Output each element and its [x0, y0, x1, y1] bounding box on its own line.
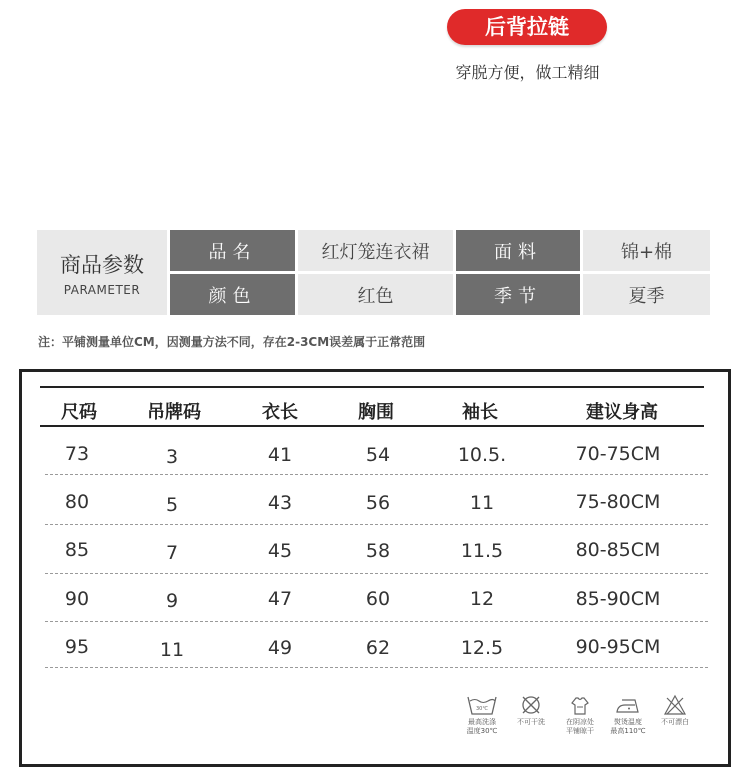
table-cell: 70-75CM: [575, 443, 661, 465]
row-divider: [45, 524, 708, 525]
table-cell: 90: [64, 588, 90, 610]
table-cell: 56: [365, 492, 391, 514]
hang-dry-shade-icon: [568, 694, 592, 716]
table-cell: 73: [64, 443, 90, 465]
table-cell: 7: [165, 542, 179, 564]
table-cell: 9: [165, 590, 179, 612]
table-cell: 47: [267, 588, 293, 610]
table-cell: 75-80CM: [575, 491, 661, 513]
table-cell: 85: [64, 539, 90, 561]
row-divider: [45, 474, 708, 475]
wash-30-icon: [466, 694, 498, 716]
table-cell: 10.5.: [457, 444, 507, 466]
feature-badge: 后背拉链: [447, 9, 607, 45]
table-cell: 11: [159, 639, 185, 661]
row-divider: [45, 667, 708, 668]
param-value-color: 红色: [298, 274, 453, 315]
col-header-chest: 胸围: [358, 402, 394, 423]
parameters-heading-en: PARAMETER: [63, 282, 141, 297]
col-header-height: 建议身高: [586, 402, 658, 423]
table-cell: 11: [469, 492, 495, 514]
parameters-heading-cn: 商品参数: [60, 252, 144, 277]
row-divider: [45, 573, 708, 574]
table-cell: 62: [365, 637, 391, 659]
table-cell: 12.5: [460, 637, 504, 659]
table-cell: 43: [267, 492, 293, 514]
care-label: 不可干洗: [517, 718, 545, 726]
care-label: 最高洗涤 温度30℃: [466, 718, 498, 735]
no-bleach-icon: [663, 694, 687, 716]
iron-low-icon: [613, 694, 643, 716]
table-cell: 5: [165, 494, 179, 516]
table-cell: 45: [267, 540, 293, 562]
feature-subtitle: 穿脱方便，做工精细: [455, 63, 600, 82]
param-label-name: 品名: [170, 230, 295, 271]
table-cell: 85-90CM: [575, 588, 661, 610]
table-cell: 41: [267, 444, 293, 466]
table-cell: 60: [365, 588, 391, 610]
size-chart-top-rule: [40, 386, 704, 388]
table-cell: 58: [365, 540, 391, 562]
param-value-season: 夏季: [583, 274, 710, 315]
care-item-bleach: [645, 694, 705, 727]
table-cell: 90-95CM: [575, 636, 661, 658]
param-label-season: 季节: [456, 274, 580, 315]
size-chart-header-rule: [40, 425, 704, 427]
table-cell: 49: [267, 637, 293, 659]
col-header-size: 尺码: [61, 402, 97, 423]
care-label: 熨烫温度 最高110℃: [610, 718, 646, 735]
table-cell: 54: [365, 444, 391, 466]
table-cell: 3: [165, 446, 179, 468]
no-dry-clean-icon: [520, 694, 542, 716]
param-label-color: 颜色: [170, 274, 295, 315]
product-parameters-table: [37, 230, 710, 315]
param-value-name: 红灯笼连衣裙: [298, 230, 453, 271]
col-header-sleeve: 袖长: [462, 402, 498, 423]
table-cell: 80-85CM: [575, 539, 661, 561]
table-cell: 12: [469, 588, 495, 610]
svg-text:30℃: 30℃: [476, 706, 488, 712]
col-header-tag-size: 吊牌码: [147, 402, 201, 423]
table-cell: 95: [64, 636, 90, 658]
param-value-fabric: 锦+棉: [583, 230, 710, 271]
table-cell: 80: [64, 491, 90, 513]
parameters-heading: [37, 230, 167, 315]
measurement-note: 注：平铺测量单位CM，因测量方法不同，存在2-3CM误差属于正常范围: [38, 335, 426, 349]
care-label: 不可漂白: [661, 718, 689, 726]
row-divider: [45, 621, 708, 622]
col-header-length: 衣长: [262, 402, 298, 423]
param-label-fabric: 面料: [456, 230, 580, 271]
table-cell: 11.5: [460, 540, 504, 562]
care-label: 在阴凉处 平铺晾干: [566, 718, 594, 735]
